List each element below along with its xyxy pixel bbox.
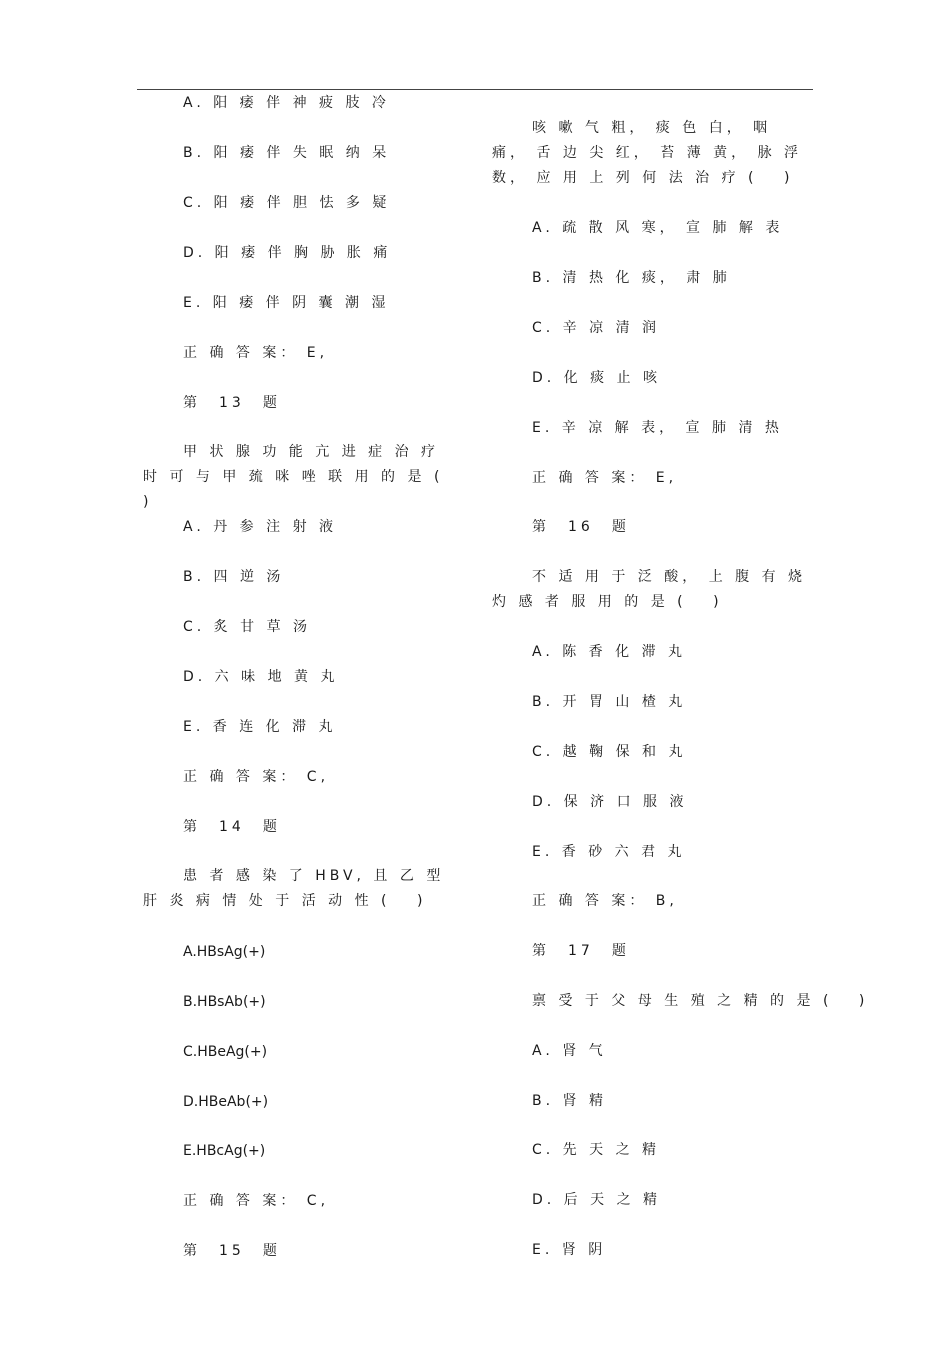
option-a: A. 阳 痿 伴 神 疲 肢 冷	[183, 95, 390, 111]
option-c: C. 辛 凉 清 润	[532, 320, 661, 336]
option-d: D. 六 味 地 黄 丸	[183, 669, 339, 685]
option-d: D. 保 济 口 服 液	[532, 794, 688, 810]
header-rule	[137, 89, 813, 90]
option-c: C.HBeAg(+)	[183, 1044, 268, 1060]
option-b: B. 清 热 化 痰， 肃 肺	[532, 270, 731, 286]
answer: 正 确 答 案： C,	[183, 1193, 330, 1209]
question-label: 第 16 题	[532, 519, 630, 535]
option-c: C. 炙 甘 草 汤	[183, 619, 312, 635]
option-a: A. 丹 参 注 射 液	[183, 519, 338, 535]
option-b: B. 四 逆 汤	[183, 569, 285, 585]
question-text: 禀 受 于 父 母 生 殖 之 精 的 是 ( )	[532, 993, 869, 1009]
question-text: 甲 状 腺 功 能 亢 进 症 治 疗 时 可 与 甲 巯 咪 唑 联 用 的 是 ( )	[143, 444, 470, 510]
option-a: A.HBsAg(+)	[183, 944, 266, 960]
option-e: E. 香 连 化 滞 丸	[183, 719, 337, 735]
answer: 正 确 答 案： C,	[183, 769, 330, 785]
answer: 正 确 答 案： B,	[532, 893, 678, 909]
option-a: A. 肾 气	[532, 1043, 607, 1059]
option-b: B. 肾 精	[532, 1093, 607, 1109]
option-d: D. 后 天 之 精	[532, 1192, 662, 1208]
question-text: 不 适 用 于 泛 酸， 上 腹 有 烧 灼 感 者 服 用 的 是 ( )	[492, 569, 807, 610]
option-e: E. 辛 凉 解 表， 宣 肺 清 热	[532, 420, 783, 436]
option-c: C. 阳 痿 伴 胆 怯 多 疑	[183, 195, 391, 211]
option-d: D.HBeAb(+)	[183, 1094, 269, 1110]
answer: 正 确 答 案： E,	[183, 345, 329, 361]
option-c: C. 越 鞠 保 和 丸	[532, 744, 687, 760]
question-label: 第 17 题	[532, 943, 630, 959]
option-b: B. 阳 痿 伴 失 眠 纳 呆	[183, 145, 391, 161]
answer: 正 确 答 案： E,	[532, 470, 678, 486]
option-c: C. 先 天 之 精	[532, 1142, 661, 1158]
option-a: A. 疏 散 风 寒， 宣 肺 解 表	[532, 220, 784, 236]
option-e: E. 肾 阴	[532, 1242, 607, 1258]
option-b: B. 开 胃 山 楂 丸	[532, 694, 687, 710]
question-label: 第 13 题	[183, 395, 281, 411]
option-e: E. 阳 痿 伴 阴 囊 潮 湿	[183, 295, 390, 311]
question-text: 咳 嗽 气 粗， 痰 色 白， 咽 痛， 舌 边 尖 红， 苔 薄 黄， 脉 浮 数， 应 用 上 列 何 法 治 疗 ( )	[492, 120, 803, 186]
option-b: B.HBsAb(+)	[183, 994, 266, 1010]
option-d: D. 化 痰 止 咳	[532, 370, 662, 386]
option-d: D. 阳 痿 伴 胸 胁 胀 痛	[183, 245, 392, 261]
option-e: E.HBcAg(+)	[183, 1143, 266, 1159]
option-e: E. 香 砂 六 君 丸	[532, 844, 686, 860]
question-label: 第 15 题	[183, 1243, 281, 1259]
option-a: A. 陈 香 化 滞 丸	[532, 644, 687, 660]
question-label: 第 14 题	[183, 819, 281, 835]
question-text: 患 者 感 染 了 HBV, 且 乙 型 肝 炎 病 情 处 于 活 动 性 ( )	[143, 868, 445, 909]
